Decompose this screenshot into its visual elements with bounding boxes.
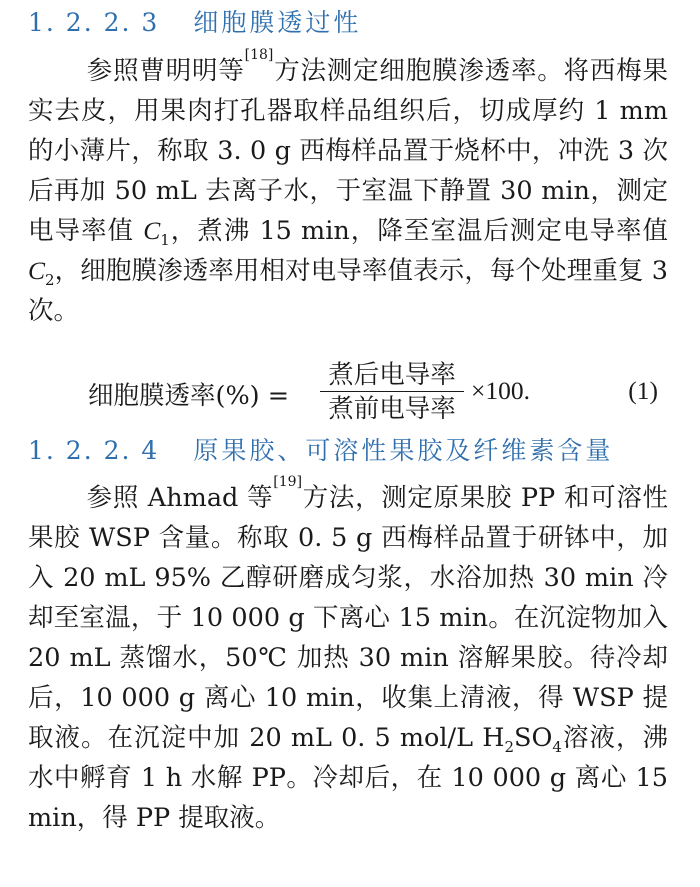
section-number: 1. 2. 2. 4 bbox=[28, 436, 160, 465]
text-run: ，煮沸 15 min，降至室温后测定电导率值 bbox=[169, 216, 669, 246]
paragraph-pectin-cellulose-content bbox=[28, 474, 668, 838]
citation-ref-18: [18] bbox=[244, 47, 274, 63]
fraction-bar bbox=[320, 391, 464, 392]
h2so4-subscript-2: 2 bbox=[504, 738, 514, 757]
h2so4-subscript-4: 4 bbox=[552, 738, 562, 757]
section-heading-1-2-2-3 bbox=[28, 8, 361, 38]
variable-c2: C bbox=[28, 256, 46, 285]
text-run: 参照 Ahmad 等 bbox=[86, 483, 274, 513]
fraction-denominator: 煮前电导率 bbox=[328, 394, 456, 424]
text-run: 方法，测定原果胶 PP 和可溶性果胶 WSP 含量。称取 0. 5 g 西梅样品置于研钵中，加入 20 mL 95% 乙醇研磨成匀浆，水浴加热 30 min 冷却至室温，于 10 000 g 下离心 15 min。在沉淀物加入 20 mL 蒸馏水，50℃ 加热 30 min 溶解果胶。待冷却后，10 000 g 离心 10 min，收集上清液，得 WSP 提取液。在沉淀中加 20 mL 0. 5 mol/L H bbox=[28, 483, 668, 753]
section-title: 细胞膜透过性 bbox=[193, 8, 362, 37]
equation-1 bbox=[88, 360, 668, 426]
variable-c1-subscript: 1 bbox=[160, 231, 170, 250]
text-run: 参照曹明明等 bbox=[86, 56, 245, 86]
text-run: 方法测定细胞膜渗透率。将西梅果实去皮，用果肉打孔器取样品组织后，切成厚约 1 mm 的小薄片，称取 3. 0 g 西梅样品置于烧杯中，冲洗 3 次后再加 50 mL 去离子水，于室温下静置 30 min，测定电导率值 bbox=[28, 56, 668, 246]
citation-ref-19: [19] bbox=[273, 474, 303, 490]
text-run: SO bbox=[514, 723, 553, 753]
variable-c1: C bbox=[143, 216, 161, 245]
variable-c2-subscript: 2 bbox=[45, 271, 55, 290]
text-run: ，细胞膜渗透率用相对电导率值表示，每个处理重复 3 次。 bbox=[28, 256, 668, 326]
section-number: 1. 2. 2. 3 bbox=[28, 8, 160, 37]
equation-lhs: 细胞膜透率(%) = bbox=[88, 381, 290, 411]
equation-number: (1) bbox=[628, 376, 658, 405]
fraction-numerator: 煮后电导率 bbox=[328, 360, 456, 390]
equation-fraction bbox=[320, 360, 464, 424]
equation-rhs: ×100. bbox=[471, 376, 531, 405]
section-heading-1-2-2-4 bbox=[28, 436, 613, 466]
text-run: 溶液，沸水中孵育 1 h 水解 PP。冷却后，在 10 000 g 离心 15 min，得 PP 提取液。 bbox=[28, 723, 668, 833]
paragraph-cell-membrane-permeability bbox=[28, 47, 669, 331]
section-title: 原果胶、可溶性果胶及纤维素含量 bbox=[193, 436, 614, 465]
